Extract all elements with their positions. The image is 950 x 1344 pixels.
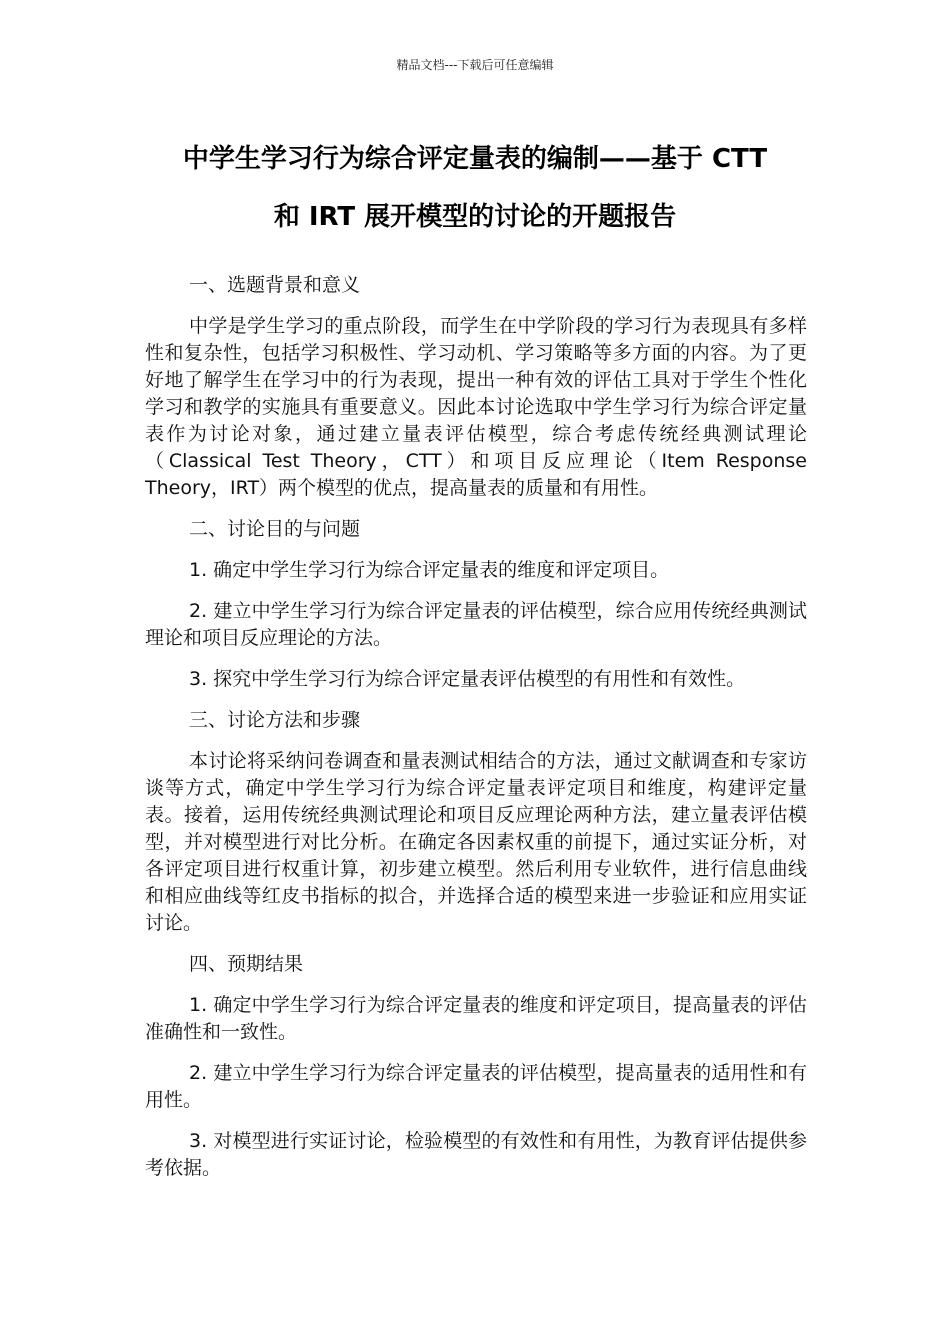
title-line-1: 中学生学习行为综合评定量表的编制——基于 CTT <box>182 144 768 174</box>
list-item-objective-3: 3. 探究中学生学习行为综合评定量表评估模型的有用性和有效性。 <box>189 668 746 690</box>
list-item-objective-1: 1. 确定中学生学习行为综合评定量表的维度和评定项目。 <box>189 559 670 581</box>
paragraph-background: 中学是学生学习的重点阶段，而学生在中学阶段的学习行为表现具有多样性和复杂性，包括学习积极性、学习动机、学习策略等多方面的内容。为了更好地了解学生在学习中的行为表现，提出一种有效的评估工具对于学生个性化学习和教学的实施具有重要意义。因此本讨论选取中学生学习行为综合评定量表作为讨论对象，通过建立量表评估模型，综合考虑传统经典测试理论（Classical Test Theory，CTT）和项目反应理论（Item Response Theory，IRT）两个模型的优点，提高量表的质量和有用性。 <box>145 315 807 499</box>
document-body <box>145 272 807 1196</box>
list-item-result-2: 2. 建立中学生学习行为综合评定量表的评估模型，提高量表的适用性和有用性。 <box>145 1062 807 1111</box>
list-item-result-1: 1. 确定中学生学习行为综合评定量表的维度和评定项目，提高量表的评估准确性和一致性。 <box>145 994 807 1043</box>
title-line-2: 和 IRT 展开模型的讨论的开题报告 <box>273 202 677 232</box>
list-item-result-3: 3. 对模型进行实证讨论，检验模型的有效性和有用性，为教育评估提供参考依据。 <box>145 1130 807 1179</box>
document-title <box>120 130 830 246</box>
page-header: 精品文档---下载后可任意编辑 <box>396 58 554 72</box>
section-heading-expected-results: 四、预期结果 <box>189 953 304 975</box>
section-heading-background: 一、选题背景和意义 <box>189 274 361 296</box>
list-item-objective-2: 2. 建立中学生学习行为综合评定量表的评估模型，综合应用传统经典测试理论和项目反应理论的方法。 <box>145 600 807 649</box>
paragraph-methods: 本讨论将采纳问卷调查和量表测试相结合的方法，通过文献调查和专家访谈等方式，确定中学生学习行为综合评定量表评定项目和维度，构建评定量表。接着，运用传统经典测试理论和项目反应理论两种方法，建立量表评估模型，并对模型进行对比分析。在确定各因素权重的前提下，通过实证分析，对各评定项目进行权重计算，初步建立模型。然后利用专业软件，进行信息曲线和相应曲线等红皮书指标的拟合，并选择合适的模型来进一步验证和应用实证讨论。 <box>145 750 807 934</box>
section-heading-methods: 三、讨论方法和步骤 <box>189 709 361 731</box>
section-heading-objectives: 二、讨论目的与问题 <box>189 518 361 540</box>
